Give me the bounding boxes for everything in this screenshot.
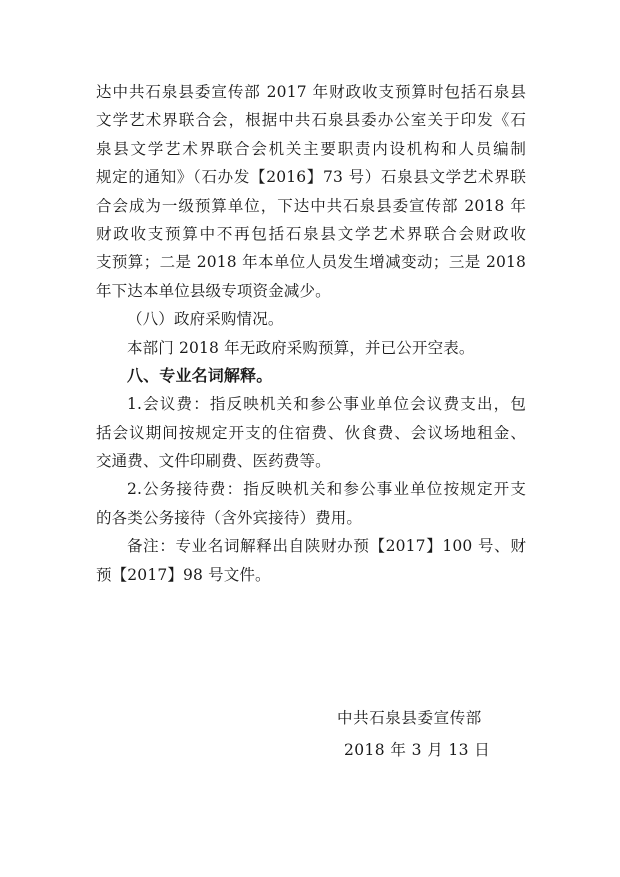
paragraph-line: 支预算；二是 2018 年本单位人员发生增减变动；三是 2018 <box>96 253 526 272</box>
paragraph-line: 备注：专业名词解释出自陕财办预【2017】100 号、财 <box>127 537 526 556</box>
paragraph-line: 合会成为一级预算单位，下达中共石泉县委宣传部 2018 年 <box>96 196 526 215</box>
paragraph-line: 文学艺术界联合会，根据中共石泉县委办公室关于印发《石 <box>96 111 526 130</box>
paragraph-line: 规定的通知》（石办发【2016】73 号）石泉县文学艺术界联 <box>96 168 526 187</box>
signature-date: 2018 年 3 月 13 日 <box>344 741 491 759</box>
paragraph-line: 2.公务接待费：指反映机关和参公事业单位按规定开支 <box>127 480 526 499</box>
term-reception-fee <box>96 475 526 532</box>
paragraph-line: 括会议期间按规定开支的住宿费、伙食费、会议场地租金、 <box>96 423 526 442</box>
paragraph-line: 1.会议费：指反映机关和参公事业单位会议费支出，包 <box>127 395 526 414</box>
document-body <box>96 78 526 589</box>
budget-change-paragraph <box>96 78 526 305</box>
note-paragraph <box>96 532 526 589</box>
paragraph-line: 年下达本单位县级专项资金减少。 <box>96 281 331 300</box>
subsection-title-procurement: （八）政府采购情况。 <box>127 310 284 329</box>
paragraph-line: 的各类公务接待（含外宾接待）费用。 <box>96 508 363 527</box>
term-meeting-fee <box>96 390 526 475</box>
paragraph-line: 交通费、文件印刷费、医药费等。 <box>96 452 331 471</box>
paragraph-line: 财政收支预算中不再包括石泉县文学艺术界联合会财政收 <box>96 224 526 243</box>
paragraph-line: 泉县文学艺术界联合会机关主要职责内设机构和人员编制 <box>96 139 526 158</box>
procurement-statement: 本部门 2018 年无政府采购预算，并已公开空表。 <box>127 338 475 357</box>
paragraph-line: 预【2017】98 号文件。 <box>96 565 271 584</box>
signature-organization: 中共石泉县委宣传部 <box>337 709 482 727</box>
section-heading-terms: 八、专业名词解释。 <box>127 365 273 385</box>
paragraph-line: 达中共石泉县委宣传部 2017 年财政收支预算时包括石泉县 <box>96 83 526 101</box>
